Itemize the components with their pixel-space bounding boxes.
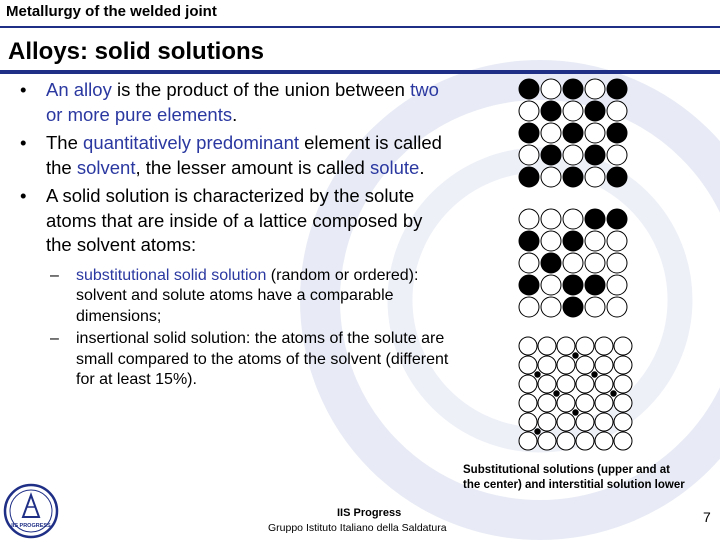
solute-atom bbox=[563, 123, 583, 143]
bullet-list bbox=[20, 78, 450, 258]
solvent-atom bbox=[576, 356, 594, 374]
solvent-atom bbox=[563, 101, 583, 121]
solvent-atom bbox=[576, 394, 594, 412]
solvent-atom bbox=[519, 297, 539, 317]
solvent-atom bbox=[541, 231, 561, 251]
solute-atom bbox=[541, 101, 561, 121]
interstitial-atom bbox=[534, 428, 540, 434]
solute-atom bbox=[519, 123, 539, 143]
highlighted-term: two or more pure elements bbox=[46, 79, 439, 125]
solute-atom bbox=[519, 275, 539, 295]
solute-atom bbox=[585, 209, 605, 229]
solute-atom bbox=[607, 123, 627, 143]
solvent-atom bbox=[585, 79, 605, 99]
sub-bullet-item bbox=[50, 329, 450, 391]
solute-atom bbox=[607, 209, 627, 229]
solvent-atom bbox=[519, 337, 537, 355]
bullet-marker: • bbox=[20, 79, 27, 100]
solvent-atom bbox=[541, 123, 561, 143]
solvent-atom bbox=[607, 231, 627, 251]
solvent-atom bbox=[614, 432, 632, 450]
lattice-diagram bbox=[518, 78, 638, 458]
highlighted-term: substitutional solid solution bbox=[76, 266, 267, 284]
title-underline bbox=[0, 70, 720, 74]
body-text: A solid solution is characterized by the solute atoms that are inside of a lattice composed by the solvent atoms: bbox=[46, 185, 423, 255]
solvent-atom bbox=[614, 337, 632, 355]
lattice-substitutional-ordered bbox=[519, 79, 627, 187]
solvent-atom bbox=[538, 394, 556, 412]
solvent-atom bbox=[519, 253, 539, 273]
solute-atom bbox=[607, 79, 627, 99]
highlighted-term: solute bbox=[369, 156, 420, 178]
solute-atom bbox=[563, 231, 583, 251]
iis-logo bbox=[3, 483, 59, 539]
solute-atom bbox=[585, 145, 605, 165]
solute-atom bbox=[563, 275, 583, 295]
solvent-atom bbox=[519, 209, 539, 229]
solvent-atom bbox=[563, 209, 583, 229]
body-text: . bbox=[419, 156, 425, 178]
solvent-atom bbox=[557, 413, 575, 431]
solvent-atom bbox=[595, 337, 613, 355]
body-text: , the lesser amount is called bbox=[135, 156, 370, 178]
interstitial-atom bbox=[553, 390, 559, 396]
solute-atom bbox=[519, 167, 539, 187]
dash-marker: – bbox=[50, 266, 59, 284]
interstitial-atom bbox=[572, 409, 578, 415]
solute-atom bbox=[563, 297, 583, 317]
solvent-atom bbox=[576, 432, 594, 450]
highlighted-term: solvent bbox=[76, 156, 136, 178]
solvent-atom bbox=[538, 375, 556, 393]
solvent-atom bbox=[541, 297, 561, 317]
solvent-atom bbox=[607, 253, 627, 273]
dash-marker: – bbox=[50, 330, 59, 347]
solvent-atom bbox=[519, 101, 539, 121]
solute-atom bbox=[519, 79, 539, 99]
solvent-atom bbox=[538, 337, 556, 355]
solvent-atom bbox=[563, 253, 583, 273]
solute-atom bbox=[585, 275, 605, 295]
body-text: . bbox=[232, 103, 238, 125]
solvent-atom bbox=[576, 375, 594, 393]
solvent-atom bbox=[595, 375, 613, 393]
solvent-atom bbox=[541, 209, 561, 229]
solvent-atom bbox=[614, 375, 632, 393]
solvent-atom bbox=[563, 145, 583, 165]
solvent-atom bbox=[595, 413, 613, 431]
sub-bullet-list bbox=[20, 266, 450, 391]
bullet-marker: • bbox=[20, 185, 27, 206]
solvent-atom bbox=[541, 167, 561, 187]
solvent-atom bbox=[585, 297, 605, 317]
bullet-item bbox=[20, 184, 450, 258]
solute-atom bbox=[563, 79, 583, 99]
solvent-atom bbox=[585, 253, 605, 273]
solvent-atom bbox=[614, 413, 632, 431]
highlighted-term: quantitatively predominant bbox=[83, 132, 299, 153]
solvent-atom bbox=[557, 356, 575, 374]
solvent-atom bbox=[607, 101, 627, 121]
body-text: element is called the bbox=[46, 132, 442, 178]
solvent-atom bbox=[585, 167, 605, 187]
body-text: (random or ordered): solvent and solute atoms have a comparable dimensions; bbox=[76, 266, 419, 325]
solvent-atom bbox=[519, 375, 537, 393]
solute-atom bbox=[541, 145, 561, 165]
solvent-atom bbox=[519, 394, 537, 412]
solvent-atom bbox=[519, 432, 537, 450]
interstitial-atom bbox=[572, 352, 578, 358]
solvent-atom bbox=[538, 356, 556, 374]
solvent-atom bbox=[614, 394, 632, 412]
solute-atom bbox=[541, 253, 561, 273]
solvent-atom bbox=[607, 275, 627, 295]
lattice-interstitial bbox=[519, 337, 632, 450]
bullet-item bbox=[20, 78, 450, 127]
solvent-atom bbox=[576, 337, 594, 355]
svg-text:IIS PROGRESS: IIS PROGRESS bbox=[11, 523, 51, 529]
interstitial-atom bbox=[591, 371, 597, 377]
lattice-substitutional-random bbox=[519, 209, 627, 317]
sub-bullet-item bbox=[50, 266, 450, 328]
top-divider bbox=[0, 26, 720, 28]
body-text: is the product of the union between bbox=[111, 79, 411, 100]
solvent-atom bbox=[538, 432, 556, 450]
solvent-atom bbox=[519, 413, 537, 431]
solute-atom bbox=[585, 101, 605, 121]
solvent-atom bbox=[541, 275, 561, 295]
solute-atom bbox=[607, 167, 627, 187]
solvent-atom bbox=[607, 297, 627, 317]
solvent-atom bbox=[576, 413, 594, 431]
solvent-atom bbox=[595, 356, 613, 374]
solvent-atom bbox=[595, 394, 613, 412]
solvent-atom bbox=[585, 231, 605, 251]
bullet-marker: • bbox=[20, 132, 27, 153]
solvent-atom bbox=[595, 432, 613, 450]
solvent-atom bbox=[557, 432, 575, 450]
interstitial-atom bbox=[610, 390, 616, 396]
body-text: insertional solid solution: the atoms of the solute are small compared to the atoms of the solvent (different for at least 15%). bbox=[76, 330, 449, 388]
solvent-atom bbox=[519, 356, 537, 374]
highlighted-term: An alloy bbox=[46, 79, 112, 100]
solvent-atom bbox=[519, 145, 539, 165]
slide-body bbox=[20, 78, 450, 393]
page-number: 7 bbox=[703, 509, 711, 525]
slide-title: Alloys: solid solutions bbox=[8, 38, 265, 65]
solvent-atom bbox=[557, 394, 575, 412]
diagram-caption: Substitutional solutions (upper and at the center) and interstitial solution lower bbox=[463, 464, 685, 491]
solvent-atom bbox=[585, 123, 605, 143]
solvent-atom bbox=[557, 375, 575, 393]
bullet-item bbox=[20, 131, 450, 180]
footer-brand: IIS Progress bbox=[337, 507, 402, 519]
solute-atom bbox=[519, 231, 539, 251]
footer-organization: Gruppo Istituto Italiano della Saldatura bbox=[268, 522, 447, 534]
solvent-atom bbox=[614, 356, 632, 374]
solute-atom bbox=[563, 167, 583, 187]
interstitial-atom bbox=[534, 371, 540, 377]
solvent-atom bbox=[607, 145, 627, 165]
presentation-title: Metallurgy of the welded joint bbox=[6, 3, 217, 20]
solvent-atom bbox=[557, 337, 575, 355]
solvent-atom bbox=[538, 413, 556, 431]
solvent-atom bbox=[541, 79, 561, 99]
body-text: The bbox=[46, 132, 84, 153]
